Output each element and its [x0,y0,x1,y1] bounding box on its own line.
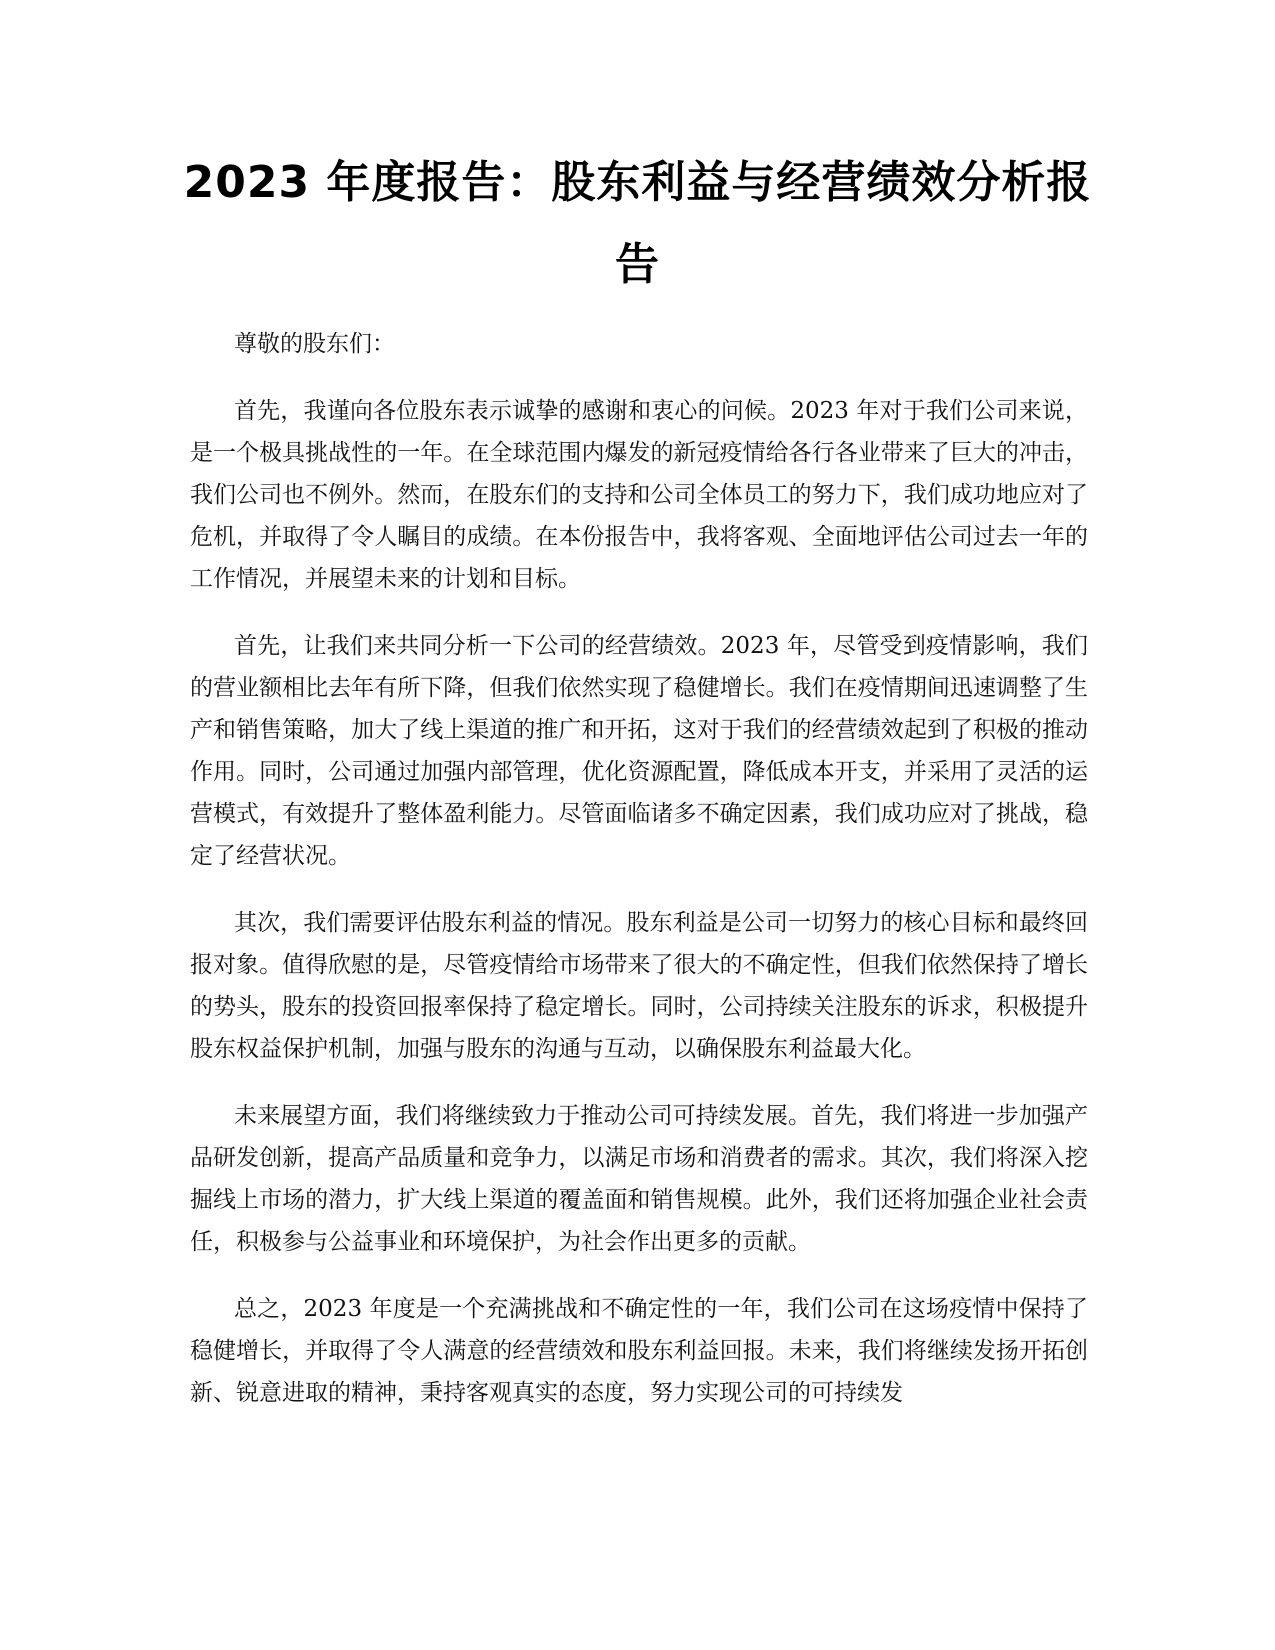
paragraph-5: 总之，2023 年度是一个充满挑战和不确定性的一年，我们公司在这场疫情中保持了稳健增长，并取得了令人满意的经营绩效和股东利益回报。未来，我们将继续发扬开拓创新、锐意进取的精神，秉持客观真实的态度，努力实现公司的可持续发 [190,1296,1088,1406]
salutation: 尊敬的股东们： [234,331,395,357]
paragraph-3: 其次，我们需要评估股东利益的情况。股东利益是公司一切努力的核心目标和最终回报对象。值得欣慰的是，尽管疫情给市场带来了很大的不确定性，但我们依然保持了增长的势头，股东的投资回报率保持了稳定增长。同时，公司持续关注股东的诉求，积极提升股东权益保护机制，加强与股东的沟通与互动，以确保股东利益最大化。 [190,910,1088,1062]
document-body [190,323,1088,1439]
document-title: 2023 年度报告：股东利益与经营绩效分析报告 [183,157,1092,290]
paragraph-4: 未来展望方面，我们将继续致力于推动公司可持续发展。首先，我们将进一步加强产品研发创新，提高产品质量和竞争力，以满足市场和消费者的需求。其次，我们将深入挖掘线上市场的潜力，扩大线上渠道的覆盖面和销售规模。此外，我们还将加强企业社会责任，积极参与公益事业和环境保护，为社会作出更多的贡献。 [190,1103,1088,1255]
paragraph-1: 首先，我谨向各位股东表示诚挚的感谢和衷心的问候。2023 年对于我们公司来说，是一个极具挑战性的一年。在全球范围内爆发的新冠疫情给各行各业带来了巨大的冲击，我们公司也不例外。然而，在股东们的支持和公司全体员工的努力下，我们成功地应对了危机，并取得了令人瞩目的成绩。在本份报告中，我将客观、全面地评估公司过去一年的工作情况，并展望未来的计划和目标。 [190,398,1088,592]
paragraph-2: 首先，让我们来共同分析一下公司的经营绩效。2023 年，尽管受到疫情影响，我们的营业额相比去年有所下降，但我们依然实现了稳健增长。我们在疫情期间迅速调整了生产和销售策略，加大了线上渠道的推广和开拓，这对于我们的经营绩效起到了积极的推动作用。同时，公司通过加强内部管理，优化资源配置，降低成本开支，并采用了灵活的运营模式，有效提升了整体盈利能力。尽管面临诸多不确定因素，我们成功应对了挑战，稳定了经营状况。 [190,633,1088,869]
